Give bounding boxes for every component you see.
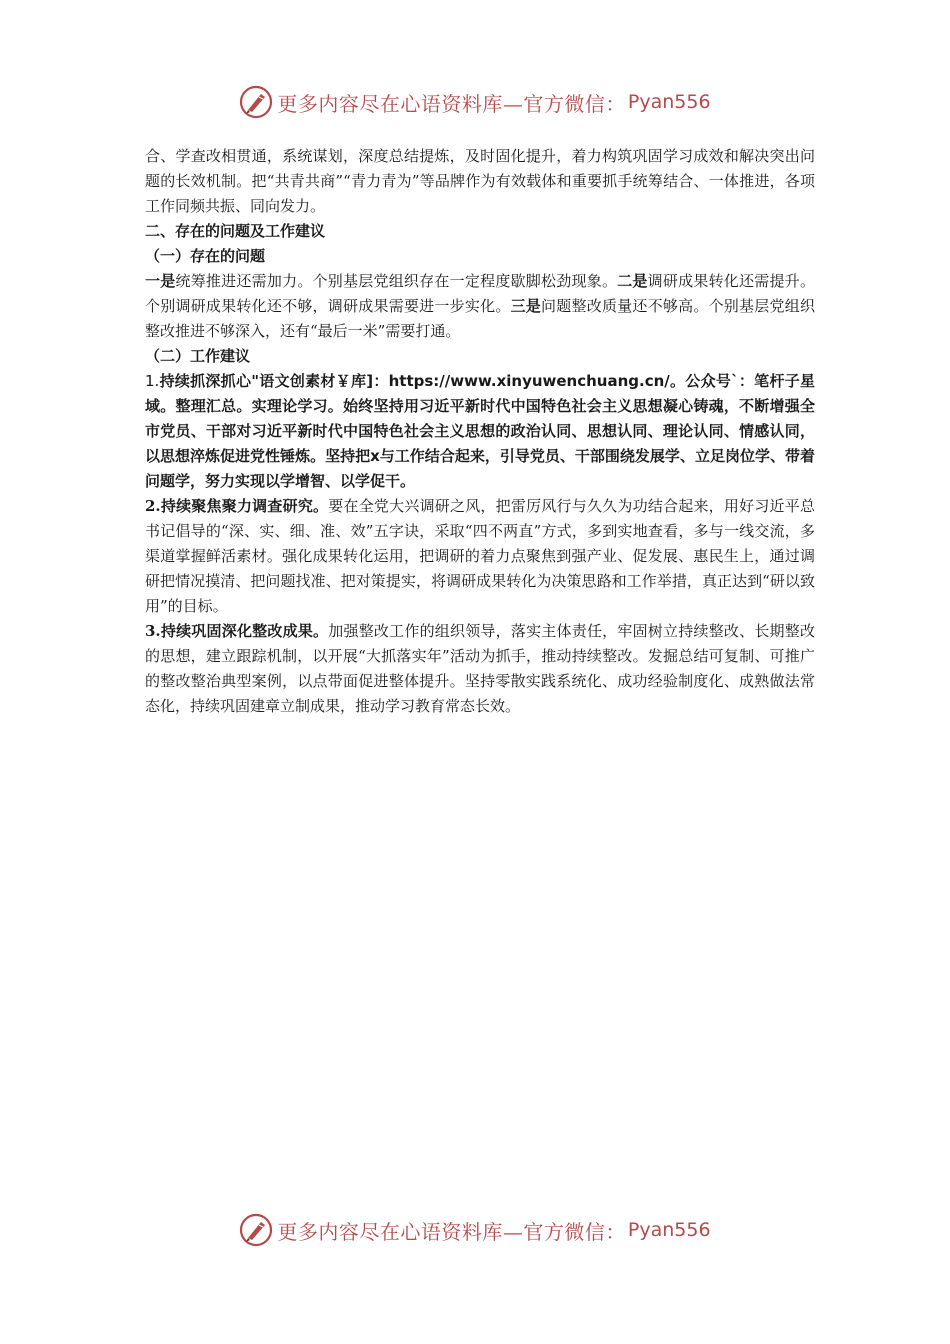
problem-text-2: 调研成果转化还需提升。个别调研成果转化还不够，调研成果需要进一步实化。 [145, 272, 815, 315]
header-banner [0, 80, 950, 124]
suggestion-3-paragraph [145, 619, 815, 719]
banner-text: 更多内容尽在心语资料库—官方微信： [277, 1219, 626, 1244]
footer-banner [0, 1208, 950, 1252]
suggestion-1-number: 1. [145, 372, 160, 390]
document-body [145, 144, 815, 719]
suggestion-2-title: 2.持续聚焦聚力调查研究。 [145, 497, 329, 515]
intro-paragraph: 合、学查改相贯通，系统谋划，深度总结提炼，及时固化提升，着力构筑巩固学习成效和解决突出问题的长效机制。把“共青共商”“青力青为”等品牌作为有效载体和重要抓手统筹结合、一体推进，各项工作同频共振、同向发力。 [145, 147, 815, 215]
problem-lead-2: 二是 [617, 272, 648, 290]
subheading-work-suggestions: （二）工作建议 [145, 347, 251, 365]
banner-wechat-id: Pyan556 [627, 91, 711, 113]
problem-text-1: 统筹推进还需加力。个别基层党组织存在一定程度歇脚松劲现象。 [175, 272, 618, 290]
banner-wechat-id: Pyan556 [627, 1219, 711, 1241]
problems-paragraph [145, 269, 815, 344]
suggestion-1-text: 持续抓深抓心"语文创素材￥库]：https://www.xinyuwenchuang.cn/。公众号`：笔杆子星域。整理汇总。实理论学习。始终坚持用习近平新时代中国特色社会主义思想凝心铸魂，不断增强全市党员、干部对习近平新时代中国特色社会主义思想的政治认同、思想认同、理论认同、情感认同，以思想淬炼促进党性锤炼。坚持把x与工作结合起来，引导党员、干部围绕发展学、立足岗位学、带着问题学，努力实现以学增智、以学促干。 [145, 372, 815, 490]
suggestion-2-paragraph [145, 494, 815, 619]
problem-lead-3: 三是 [510, 297, 542, 315]
problem-lead-1: 一是 [145, 272, 176, 290]
suggestion-3-title: 3.持续巩固深化整改成果。 [145, 622, 329, 640]
suggestion-3-text: 加强整改工作的组织领导，落实主体责任，牢固树立持续整改、长期整改的思想，建立跟踪机制，以开展“大抓落实年”活动为抓手，推动持续整改。发掘总结可复制、可推广的整改整治典型案例，以点带面促进整体提升。坚持零散实践系统化、成功经验制度化、成熟做法常态化，持续巩固建章立制成果，推动学习教育常态长效。 [145, 622, 815, 715]
quill-logo-icon [239, 85, 273, 119]
suggestion-1-paragraph [145, 369, 815, 494]
section-heading-problems-suggestions: 二、存在的问题及工作建议 [145, 222, 326, 240]
suggestion-2-text: 要在全党大兴调研之风，把雷厉风行与久久为功结合起来，用好习近平总书记倡导的“深、实、细、准、效”五字诀，采取“四不两直”方式，多到实地查看，多与一线交流，多渠道掌握鲜活素材。强化成果转化运用，把调研的着力点聚焦到强产业、促发展、惠民生上，通过调研把情况摸清、把问题找准、把对策提实，将调研成果转化为决策思路和工作举措，真正达到“研以致用”的目标。 [145, 497, 815, 615]
quill-logo-icon [239, 1213, 273, 1247]
problem-text-3: 问题整改质量还不够高。个别基层党组织整改推进不够深入，还有“最后一米”需要打通。 [145, 297, 815, 340]
banner-text: 更多内容尽在心语资料库—官方微信： [277, 91, 626, 116]
subheading-existing-problems: （一）存在的问题 [145, 247, 266, 265]
